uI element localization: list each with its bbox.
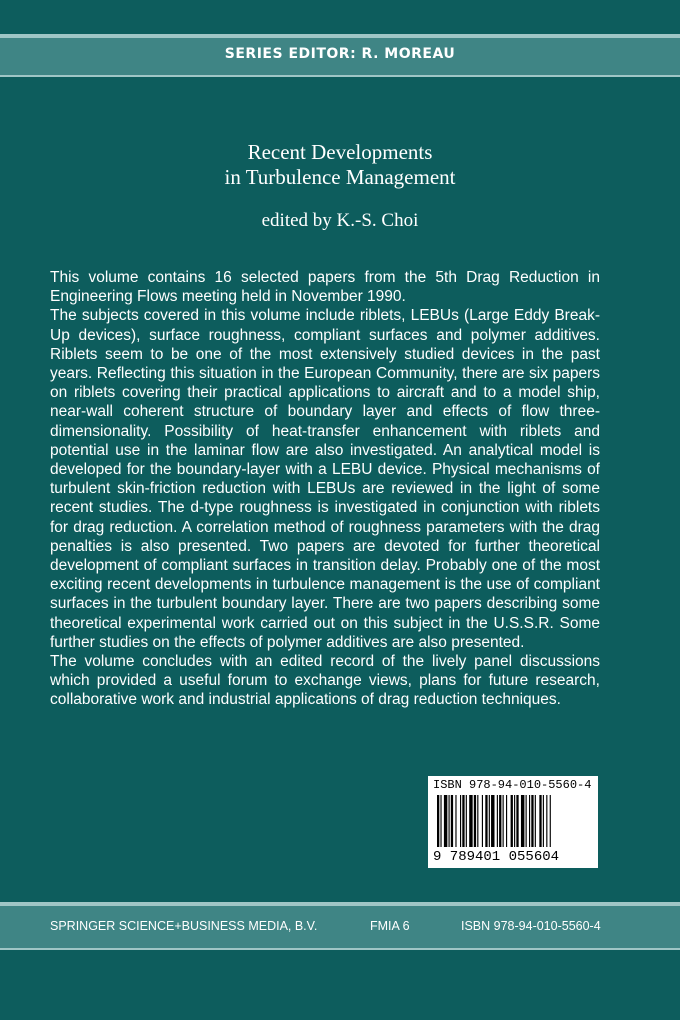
footer-isbn: ISBN 978-94-010-5560-4: [461, 919, 601, 933]
barcode-digits: 9 789401 055604: [433, 849, 560, 865]
barcode-isbn-text: ISBN 978-94-010-5560-4: [433, 778, 592, 792]
editor-credit: edited by K.-S. Choi: [261, 210, 419, 231]
series-code: FMIA 6: [370, 919, 410, 933]
title-line-2: in Turbulence Management: [224, 165, 456, 189]
title-line-1: Recent Developments: [247, 140, 433, 164]
publisher-name: SPRINGER SCIENCE+BUSINESS MEDIA, B.V.: [50, 919, 318, 933]
book-title: [0, 140, 680, 190]
description-paragraph-1: This volume contains 16 selected papers from the 5th Drag Reduction in Engineering Flows meeting held in November 1990.: [50, 269, 600, 306]
series-editor: SERIES EDITOR: R. MOREAU: [224, 46, 456, 62]
description-paragraph-3: The volume concludes with an edited record of the lively panel discussions which provided a useful forum to exchange views, plans for future research, collaborative work and industrial applications of drag reduction techniques.: [50, 653, 600, 709]
description-paragraph-2: The subjects covered in this volume include riblets, LEBUs (Large Eddy Break-Up devices), surface roughness, compliant surfaces and polymer additives. Riblets seem to be one of the most extensively studied devices in the past years. Reflecting this situation in the European Community, there are six papers on riblets covering their practical applications to aircraft and to a model ship, near-wall coherent structure of boundary layer and effects of flow three-dimensionality. Possibility of heat-transfer enhancement with riblets and potential use in the laminar flow are also investigated. An analytical model is developed for the boundary-layer with a LEBU device. Physical mechanisms of turbulent skin-friction reduction with LEBUs are reviewed in the light of some recent studies. The d-type roughness is investigated in conjunction with riblets for drag reduction. A correlation method of roughness parameters with the drag penalties is also presented. Two papers are devoted for further theoretical development of compliant surfaces in transition delay. Probably one of the most exciting recent developments in turbulence management is the use of compliant surfaces in the turbulent boundary layer. There are two papers describing some theoretical experimental work carried out on this subject in the U.S.S.R. Some further studies on the effects of polymer additives are also presented.: [50, 307, 600, 651]
barcode-label: [428, 776, 598, 868]
barcode-bars: [433, 795, 593, 847]
description: [50, 268, 600, 710]
